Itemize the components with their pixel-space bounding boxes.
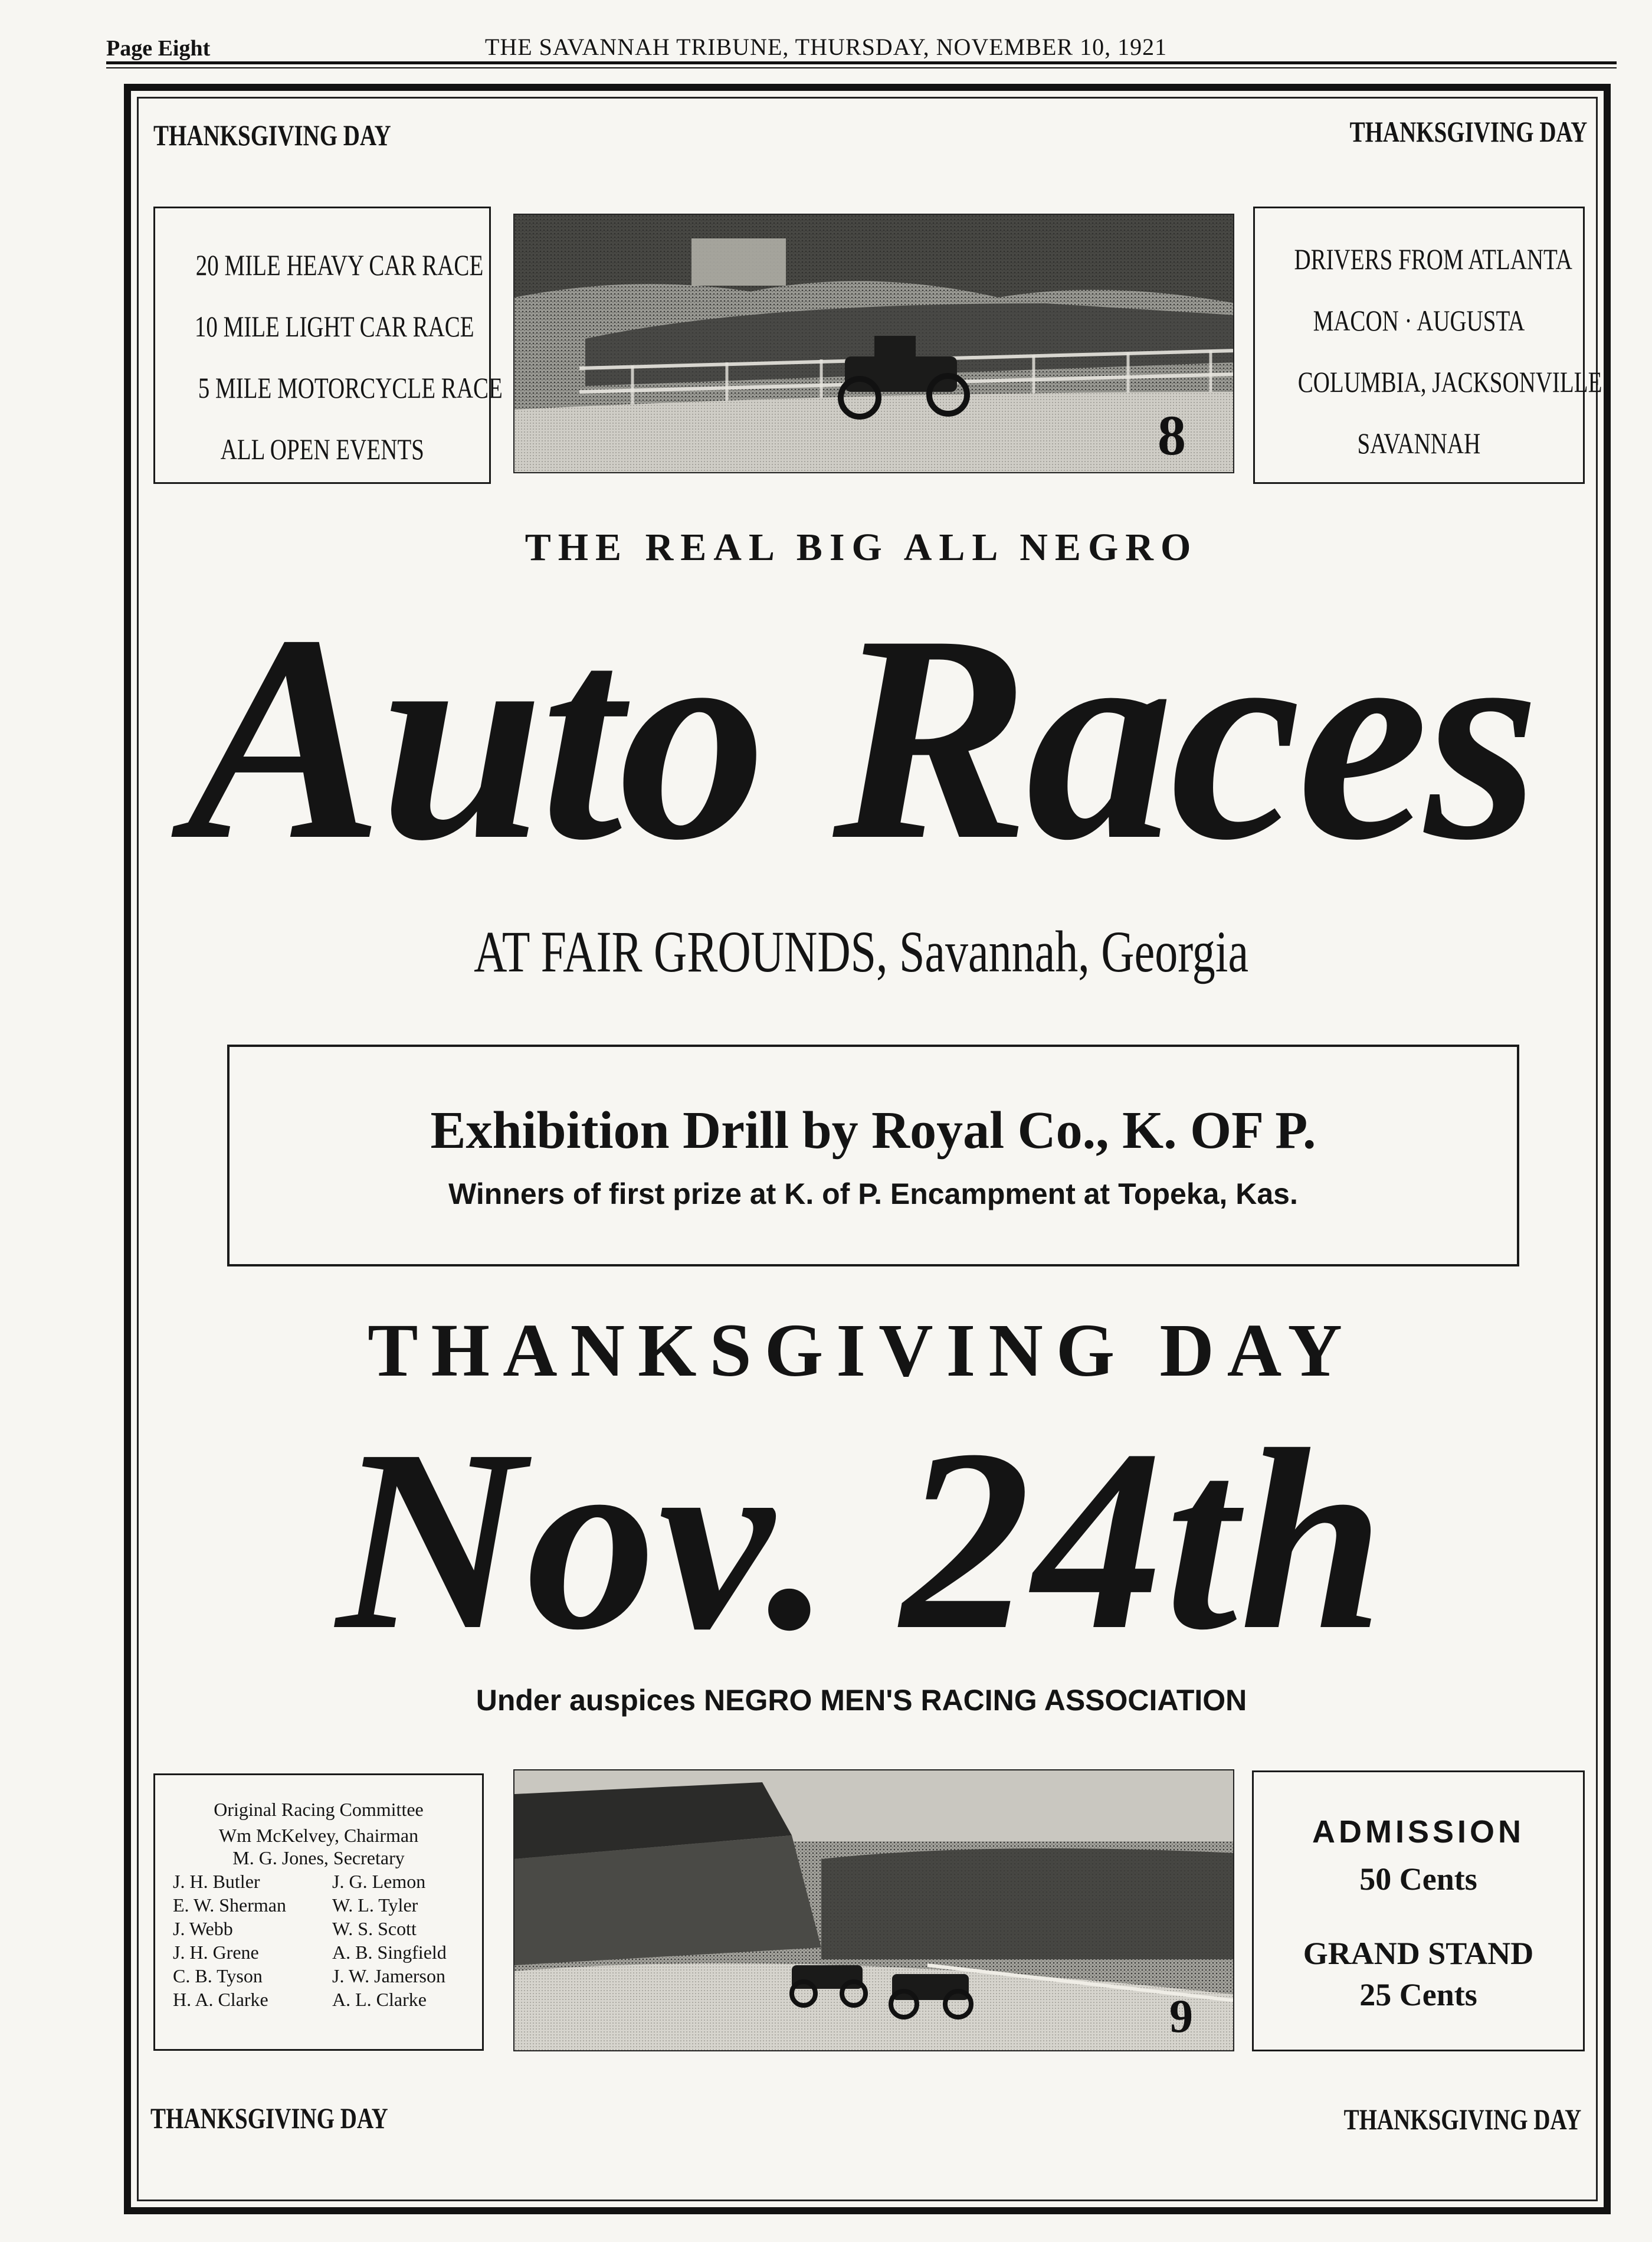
event-motorcycle: 5 MILE MOTORCYCLE RACE [198,371,503,404]
committee-member: J. Webb [173,1918,233,1939]
committee-member: J. G. Lemon [332,1871,426,1892]
corner-top-left-text: THANKSGIVING DAY [153,119,391,152]
committee-member: W. L. Tyler [332,1894,418,1916]
committee-member: A. B. Singfield [332,1942,447,1963]
committee-member: C. B. Tyson [173,1965,263,1986]
drivers-list [1255,228,1602,474]
newspaper-line: THE SAVANNAH TRIBUNE, THURSDAY, NOVEMBER 10, 1921 [484,34,1168,60]
drill-title: Exhibition Drill by Royal Co., K. OF P. [430,1101,1316,1160]
drivers-line-2: MACON · AUGUSTA [1313,304,1525,337]
drivers-line-4: SAVANNAH [1357,427,1481,460]
admission-price: 50 Cents [1359,1861,1477,1897]
headline-location-text: AT FAIR GROUNDS, Savannah, Georgia [474,919,1249,984]
committee-left-column [173,1870,286,2011]
committee-right-column [332,1870,447,2011]
admission-label: ADMISSION [1312,1814,1525,1850]
committee-member: J. H. Grene [173,1942,259,1963]
corner-bottom-left-text: THANKSGIVING DAY [150,2102,388,2135]
grandstand-price: 25 Cents [1359,1977,1477,2012]
date-main: Nov. 24th [336,1396,1386,1684]
date-day: THANKSGIVING DAY [368,1308,1355,1392]
committee-member: J. W. Jamerson [332,1965,445,1986]
race-photo-top-illustration [514,215,1234,473]
drivers-line-1: DRIVERS FROM ATLANTA [1294,243,1572,276]
corner-top-right [1283,114,1587,149]
event-heavy-car: 20 MILE HEAVY CAR RACE [195,248,484,282]
committee-box [153,1773,484,2051]
drill-subtitle: Winners of first prize at K. of P. Encampment at Topeka, Kas. [448,1177,1298,1210]
page-label: Page Eight [106,36,211,61]
grandstand-label: GRAND STAND [1303,1936,1534,1971]
event-light-car: 10 MILE LIGHT CAR RACE [194,310,474,343]
corner-bottom-right-text: THANKSGIVING DAY [1343,2103,1581,2136]
committee-member: J. H. Butler [173,1871,260,1892]
auspices-line: Under auspices NEGRO MEN'S RACING ASSOCIATION [476,1684,1247,1717]
drivers-box [1253,207,1602,484]
corner-top-left [153,118,458,152]
headline-title: Auto Races [186,574,1536,901]
corner-top-right-text: THANKSGIVING DAY [1349,115,1587,148]
headline-location [153,918,1569,986]
drivers-line-3: COLUMBIA, JACKSONVILLE [1297,365,1602,398]
committee-title: Original Racing Committee [214,1799,424,1820]
race-photo-top [513,214,1234,473]
corner-bottom-left [150,2101,455,2135]
car-number-top: 8 [1158,404,1186,467]
events-list [155,234,503,480]
committee-member: H. A. Clarke [173,1989,268,2010]
masthead-rule [106,61,1617,64]
committee-chairman: Wm McKelvey, Chairman [218,1825,419,1846]
newspaper-header [484,33,1168,61]
car-number-bottom: 9 [1169,1991,1193,2043]
headline-kicker: THE REAL BIG ALL NEGRO [525,526,1198,569]
events-box [153,207,503,484]
corner-bottom-right [1277,2102,1581,2136]
event-open: ALL OPEN EVENTS [220,433,424,466]
race-photo-bottom [513,1769,1234,2051]
committee-member: E. W. Sherman [173,1894,286,1916]
drill-box [227,1045,1519,1266]
race-photo-bottom-illustration [514,1770,1234,2051]
admission-box [1252,1770,1585,2051]
committee-secretary: M. G. Jones, Secretary [232,1847,405,1868]
committee-member: W. S. Scott [332,1918,417,1939]
committee-member: A. L. Clarke [332,1989,427,2010]
masthead-rule-thin [106,67,1617,68]
